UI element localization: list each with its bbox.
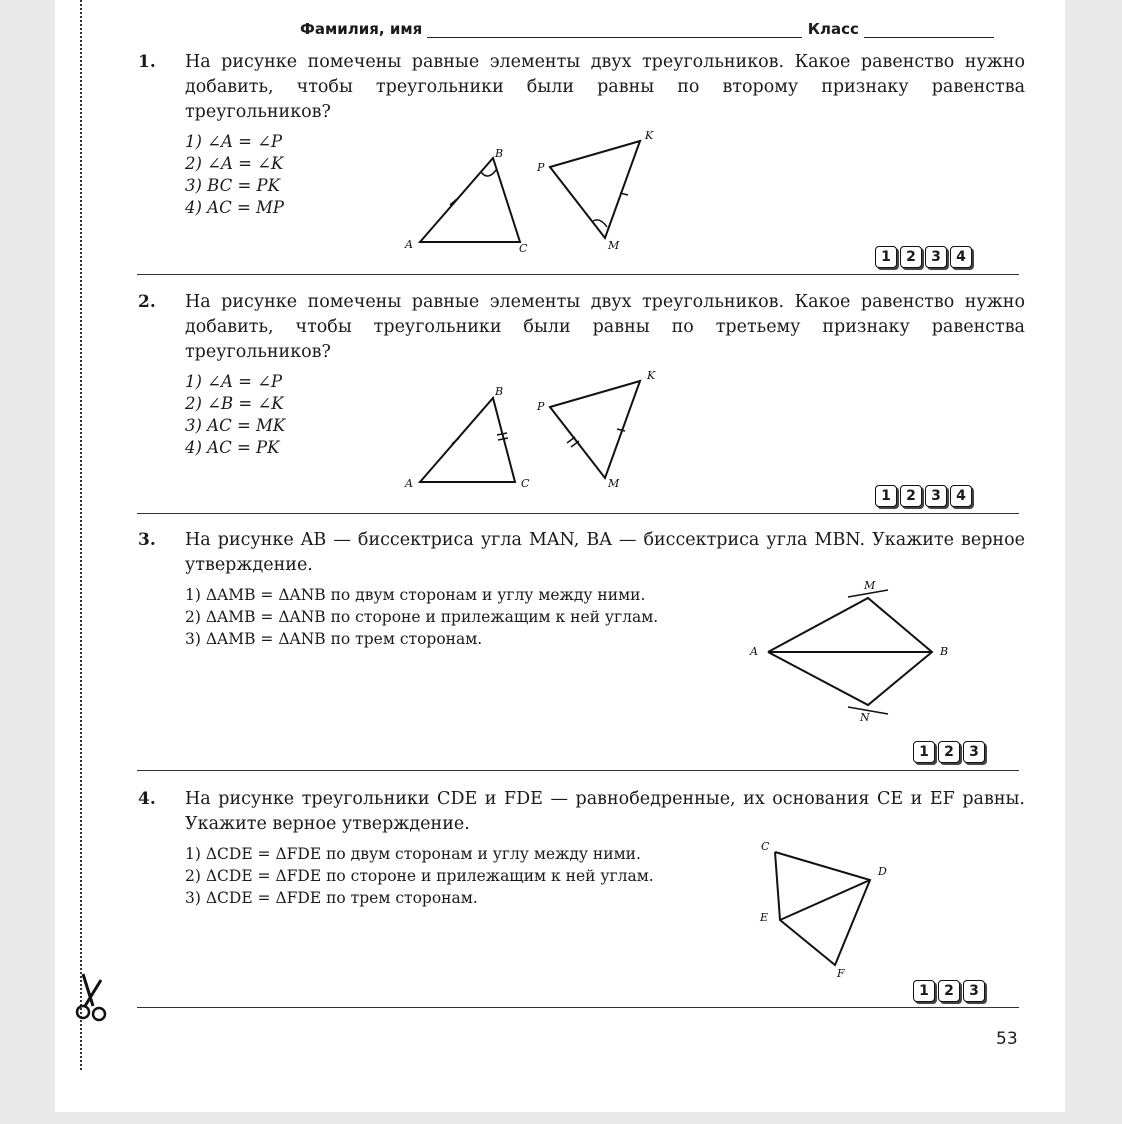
- answer-box[interactable]: 3: [963, 980, 985, 1002]
- label-k: K: [645, 129, 654, 142]
- class-field[interactable]: [864, 37, 994, 38]
- option: 1) ΔCDE = ΔFDE по двум сторонам и углу между ними.: [185, 845, 641, 863]
- label-e: E: [760, 911, 769, 924]
- answer-box[interactable]: 2: [938, 741, 960, 763]
- option: 1) ΔAMB = ΔANB по двум сторонам и углу между ними.: [185, 586, 646, 604]
- answer-box[interactable]: 2: [900, 246, 922, 268]
- answer-boxes-3: [913, 741, 985, 763]
- label-p: P: [537, 161, 545, 174]
- page-number: 53: [996, 1029, 1018, 1049]
- option: 1) ∠A = ∠P: [185, 372, 283, 391]
- figure-cdfe: [775, 852, 870, 965]
- label-k: K: [647, 369, 656, 382]
- question-3-number: 3.: [138, 530, 156, 550]
- question-4-figure: [755, 835, 905, 980]
- question-3-figure: [740, 575, 970, 725]
- option: 3) BC = PK: [185, 176, 280, 195]
- answer-box[interactable]: 2: [900, 485, 922, 507]
- question-3-options: [185, 584, 658, 650]
- question-3-text: На рисунке AB — биссектриса угла MAN, BA — биссектриса угла MBN. Укажите верное утверждение.: [185, 530, 1025, 575]
- answer-boxes-2: [875, 485, 972, 507]
- name-label: Фамилия, имя: [300, 20, 423, 38]
- label-b: B: [495, 385, 504, 398]
- answer-box[interactable]: 3: [925, 246, 947, 268]
- question-2-number: 2.: [138, 292, 156, 312]
- question-2-text: На рисунке помечены равные элементы двух треугольников. Какое равенство нужно добавить, чтобы треугольники были равны по третьему признаку равенства треугольников?: [185, 292, 1025, 362]
- question-4-number: 4.: [138, 789, 156, 809]
- separator: [137, 274, 1019, 275]
- answer-box[interactable]: 1: [875, 485, 897, 507]
- separator: [137, 513, 1019, 514]
- label-a: A: [405, 477, 413, 490]
- label-c: C: [519, 242, 528, 255]
- triangle-abc: [420, 158, 520, 242]
- option: 2) ∠A = ∠K: [185, 154, 284, 173]
- answer-box[interactable]: 3: [963, 741, 985, 763]
- answer-box[interactable]: 1: [875, 246, 897, 268]
- question-1-text: На рисунке помечены равные элементы двух треугольников. Какое равенство нужно добавить, чтобы треугольники были равны по второму признаку равенства треугольников?: [185, 52, 1025, 122]
- label-p: P: [537, 400, 545, 413]
- option: 2) ΔAMB = ΔANB по стороне и прилежащим к ней углам.: [185, 608, 659, 626]
- answer-box[interactable]: 2: [938, 980, 960, 1002]
- option: 2) ∠B = ∠K: [185, 394, 284, 413]
- class-label: Класс: [807, 20, 859, 38]
- separator: [137, 1007, 1019, 1008]
- question-4-text: На рисунке треугольники CDE и FDE — равнобедренные, их основания CE и EF равны. Укажите верное утверждение.: [185, 789, 1025, 834]
- label-f: F: [837, 967, 845, 980]
- label-n: N: [860, 711, 870, 724]
- question-1-figure: [395, 125, 675, 260]
- triangle-pkm: [550, 381, 640, 478]
- label-m: M: [864, 579, 876, 592]
- option: 4) AC = PK: [185, 438, 280, 457]
- answer-box[interactable]: 3: [925, 485, 947, 507]
- question-4-options: [185, 843, 654, 909]
- question-1-options: [185, 131, 284, 219]
- header: [300, 20, 994, 38]
- option: 4) AC = MP: [185, 198, 285, 217]
- scissors-icon: [71, 972, 115, 1022]
- answer-box[interactable]: 1: [913, 741, 935, 763]
- separator: [137, 770, 1019, 771]
- option: 3) AC = MK: [185, 416, 286, 435]
- question-2-options: [185, 371, 285, 459]
- answer-boxes-1: [875, 246, 972, 268]
- label-c: C: [761, 840, 770, 853]
- label-b: B: [940, 645, 949, 658]
- question-1-number: 1.: [138, 52, 156, 72]
- option: 3) ΔCDE = ΔFDE по трем сторонам.: [185, 889, 478, 907]
- label-a: A: [405, 238, 413, 251]
- question-2-figure: [395, 365, 675, 495]
- option: 2) ΔCDE = ΔFDE по стороне и прилежащим к ней углам.: [185, 867, 654, 885]
- answer-box[interactable]: 4: [950, 485, 972, 507]
- answer-box[interactable]: 1: [913, 980, 935, 1002]
- label-c: C: [521, 477, 530, 490]
- option: 1) ∠A = ∠P: [185, 132, 283, 151]
- option: 3) ΔAMB = ΔANB по трем сторонам.: [185, 630, 483, 648]
- answer-box[interactable]: 4: [950, 246, 972, 268]
- label-m: M: [608, 239, 620, 252]
- answer-boxes-4: [913, 980, 985, 1002]
- cut-line: [80, 0, 82, 1070]
- label-a: A: [750, 645, 758, 658]
- label-b: B: [495, 147, 504, 160]
- label-d: D: [878, 865, 887, 878]
- name-field[interactable]: [427, 37, 802, 38]
- label-m: M: [608, 477, 620, 490]
- triangle-pkm: [550, 141, 640, 238]
